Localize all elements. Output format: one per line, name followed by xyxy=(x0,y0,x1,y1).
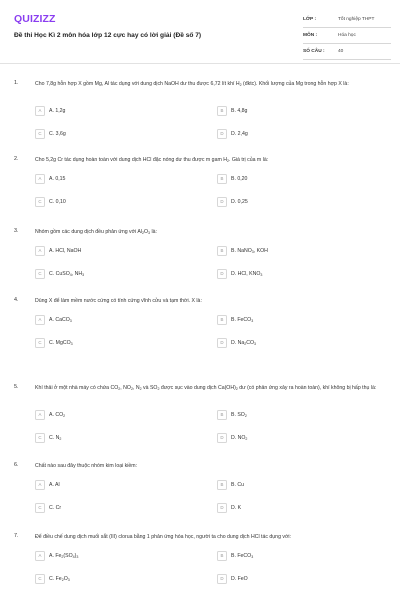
answer-option-b[interactable] xyxy=(217,105,247,116)
option-letter-box: D xyxy=(217,338,227,348)
option-letter-box: C xyxy=(35,574,45,584)
option-letter-box: A xyxy=(35,410,45,420)
option-letter-box: B xyxy=(217,410,227,420)
answer-option-b[interactable] xyxy=(217,550,253,561)
option-text: C. MgCO$_3$ xyxy=(49,339,73,346)
option-letter-box: A xyxy=(35,315,45,325)
answer-option-d[interactable] xyxy=(217,573,248,584)
option-text: D. FeO xyxy=(231,575,248,582)
answer-option-a[interactable] xyxy=(35,105,65,116)
answer-option-c[interactable] xyxy=(35,432,61,443)
option-letter-box: D xyxy=(217,197,227,207)
meta-row-class xyxy=(303,14,391,28)
option-letter-box: A xyxy=(35,480,45,490)
answer-option-c[interactable] xyxy=(35,502,61,513)
question-text: Cho 7,8g hỗn hợp X gồm Mg, Al tác dụng với dung dịch NaOH dư thu được 6,72 lít khí $H_2$ (đktc). Khối lượng của Mg trong hỗn hợp X là: xyxy=(35,81,349,87)
option-text: C. 3,6g xyxy=(49,130,66,137)
option-letter-box: C xyxy=(35,197,45,207)
option-text: A. $CO_2$ xyxy=(49,411,66,418)
option-letter-box: A xyxy=(35,174,45,184)
meta-label: LỚP : xyxy=(303,17,317,22)
option-text: D. HCl, $KNO_3$ xyxy=(231,270,263,277)
answer-option-c[interactable] xyxy=(35,337,73,348)
option-letter-box: C xyxy=(35,129,45,139)
option-text: C. 0,10 xyxy=(49,198,66,205)
meta-value: 40 xyxy=(338,49,344,54)
option-text: D. 0,25 xyxy=(231,198,248,205)
question-text: Để điều chế dung dịch muối sắt (III) clorua bằng 1 phản ứng hóa học, người ta cho dung dịch HCl tác dụng với: xyxy=(35,534,291,540)
option-text: D. $Na_2CO_3$ xyxy=(231,339,257,346)
answer-option-a[interactable] xyxy=(35,550,78,561)
answer-option-a[interactable] xyxy=(35,245,81,256)
answer-option-a[interactable] xyxy=(35,173,65,184)
option-text: C. CuSO$_4$, $NH_3$ xyxy=(49,270,85,277)
worksheet-header xyxy=(0,0,400,62)
question-number: 1. xyxy=(14,80,19,86)
header-divider xyxy=(0,63,400,64)
page-title: Đề thi Học Kì 2 môn hóa lớp 12 cực hay có lời giải (Đề số 7) xyxy=(14,32,202,39)
option-text: A. 0,15 xyxy=(49,175,66,182)
answer-option-b[interactable] xyxy=(217,173,247,184)
option-text: A. $Fe_2(SO_4)_3$ xyxy=(49,552,79,559)
meta-row-subject xyxy=(303,30,391,44)
answer-option-c[interactable] xyxy=(35,128,66,139)
question-text: Khí thải ở một nhà máy có chứa $CO_2$, $NO_2$, $N_2$ và $SO_2$ được sục vào dung dịch $Ca(OH)_2$ dư (có phản ứng xảy ra hoàn toàn), khí không bị hấp thụ là: xyxy=(35,385,377,391)
option-letter-box: B xyxy=(217,480,227,490)
question-text: Chất nào sau đây thuộc nhóm kim loại kiềm: xyxy=(35,463,138,469)
option-text: C. $Fe_2O_3$ xyxy=(49,575,70,582)
question-text: Dùng X để làm mềm nước cứng có tính cứng vĩnh cửu và tạm thời. X là: xyxy=(35,298,202,304)
option-letter-box: B xyxy=(217,551,227,561)
option-letter-box: B xyxy=(217,106,227,116)
option-letter-box: A xyxy=(35,246,45,256)
option-text: B. FeCO$_3$ xyxy=(231,316,254,323)
option-letter-box: D xyxy=(217,269,227,279)
question-number: 3. xyxy=(14,228,19,234)
option-text: D. 2,4g xyxy=(231,130,248,137)
option-letter-box: A xyxy=(35,551,45,561)
option-text: A. 1,2g xyxy=(49,107,66,114)
question-text: Cho 5,2g Cr tác dụng hoàn toàn với dung dịch HCl đặc nóng dư thu được m gam $H_2$. Giá trị của m là: xyxy=(35,157,269,163)
option-letter-box: B xyxy=(217,246,227,256)
question-number: 2. xyxy=(14,156,19,162)
option-letter-box: C xyxy=(35,269,45,279)
option-text: B. 4,8g xyxy=(231,107,248,114)
option-text: D. K xyxy=(231,504,242,511)
option-letter-box: C xyxy=(35,338,45,348)
answer-option-a[interactable] xyxy=(35,479,60,490)
answer-option-b[interactable] xyxy=(217,314,253,325)
meta-label: SỐ CÂU : xyxy=(303,49,325,54)
question-text: Nhóm gồm các dung dịch đều phản ứng với $Al_2O_3$ là: xyxy=(35,229,157,235)
answer-option-a[interactable] xyxy=(35,409,65,420)
option-text: D. $NO_2$ xyxy=(231,434,248,441)
quizizz-logo[interactable]: QUIZIZZ xyxy=(14,13,56,25)
answer-option-d[interactable] xyxy=(217,128,248,139)
answer-option-b[interactable] xyxy=(217,409,247,420)
meta-row-count xyxy=(303,46,391,60)
answer-option-d[interactable] xyxy=(217,196,248,207)
question-number: 6. xyxy=(14,462,19,468)
option-letter-box: C xyxy=(35,433,45,443)
question-number: 4. xyxy=(14,297,19,303)
option-text: B. $SO_2$ xyxy=(231,411,247,418)
option-letter-box: C xyxy=(35,503,45,513)
meta-label: MÔN : xyxy=(303,33,318,38)
answer-option-c[interactable] xyxy=(35,268,84,279)
answer-option-b[interactable] xyxy=(217,479,244,490)
answer-option-d[interactable] xyxy=(217,432,247,443)
option-text: A. Al xyxy=(49,481,60,488)
option-text: A. CaCO$_3$ xyxy=(49,316,72,323)
answer-option-d[interactable] xyxy=(217,502,241,513)
worksheet-meta xyxy=(303,14,391,62)
answer-option-d[interactable] xyxy=(217,337,256,348)
question-number: 7. xyxy=(14,533,19,539)
answer-option-d[interactable] xyxy=(217,268,262,279)
option-text: A. HCl, NaOH xyxy=(49,247,82,254)
option-letter-box: D xyxy=(217,574,227,584)
answer-option-c[interactable] xyxy=(35,196,66,207)
meta-value: Hóa học xyxy=(338,33,356,38)
option-letter-box: D xyxy=(217,129,227,139)
option-text: B. NaNO$_3$, KOH xyxy=(231,247,268,254)
answer-option-b[interactable] xyxy=(217,245,268,256)
option-letter-box: A xyxy=(35,106,45,116)
option-text: C. Cr xyxy=(49,504,62,511)
option-text: B. FeCO$_3$ xyxy=(231,552,254,559)
answer-option-a[interactable] xyxy=(35,314,72,325)
meta-value: Tốt nghiệp THPT xyxy=(338,17,375,22)
answer-option-c[interactable] xyxy=(35,573,70,584)
question-number: 5. xyxy=(14,384,19,390)
option-letter-box: B xyxy=(217,174,227,184)
option-letter-box: D xyxy=(217,433,227,443)
option-text: B. Cu xyxy=(231,481,244,488)
option-letter-box: B xyxy=(217,315,227,325)
option-letter-box: D xyxy=(217,503,227,513)
option-text: C. $N_2$ xyxy=(49,434,62,441)
option-text: B. 0,20 xyxy=(231,175,248,182)
